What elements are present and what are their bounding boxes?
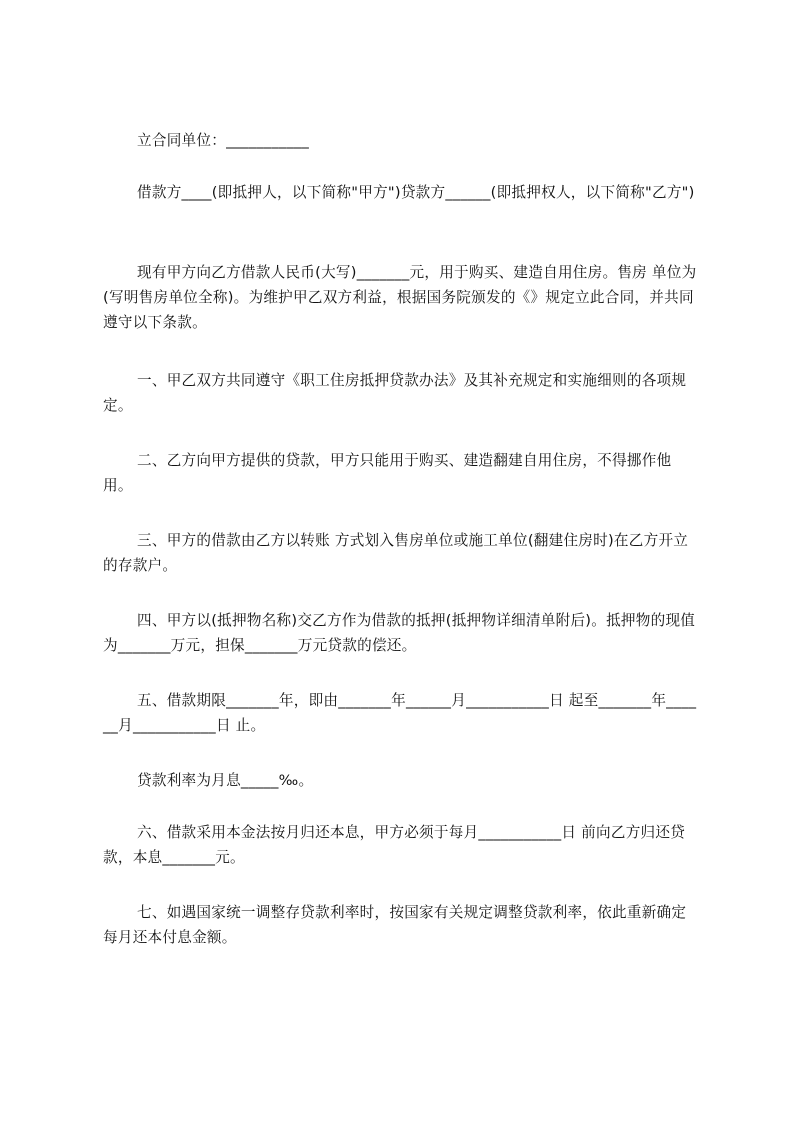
interest-rate-line: 贷款利率为月息_____‰。 <box>137 772 314 789</box>
clause-7: 七、如遇国家统一调整存贷款利率时，按国家有关规定调整贷款利率，依此重新确定每月还本付息金额。 <box>103 904 687 946</box>
clause-6: 六、借款采用本金法按月归还本息，甲方必须于每月___________日 前向乙方归还贷款，本息_______元。 <box>103 824 686 866</box>
clause-5: 五、借款期限_______年，即由_______年______月___________日 起至_______年______月___________日 止。 <box>103 692 697 734</box>
borrower-lender-paragraph: 借款方____(即抵押人，以下简称"甲方")贷款方______(即抵押权人，以下简称"乙方") <box>137 184 695 201</box>
preamble-paragraph: 现有甲方向乙方借款人民币(大写)_______元，用于购买、建造自用住房。售房 单位为(写明售房单位全称)。为维护甲乙双方利益，根据国务院颁发的《》规定立此合同，并共同遵守以下条款。 <box>103 264 697 331</box>
clause-2: 二、乙方向甲方提供的贷款，甲方只能用于购买、建造翻建自用住房，不得挪作他用。 <box>103 452 672 494</box>
clause-1: 一、甲乙双方共同遵守《职工住房抵押贷款办法》及其补充规定和实施细则的各项规定。 <box>103 372 687 414</box>
clause-4: 四、甲方以(抵押物名称)交乙方作为借款的抵押(抵押物详细清单附后)。抵押物的现值为_______万元，担保_______万元贷款的偿还。 <box>103 612 696 654</box>
clause-3: 三、甲方的借款由乙方以转账 方式划入售房单位或施工单位(翻建住房时)在乙方开立的存款户。 <box>103 532 689 574</box>
contract-party-line: 立合同单位：___________ <box>137 132 310 149</box>
